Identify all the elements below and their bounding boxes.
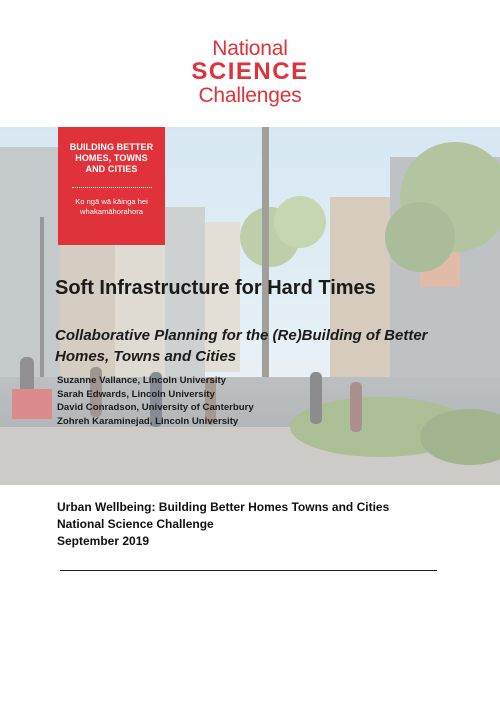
author-line: Suzanne Vallance, Lincoln University <box>57 375 227 386</box>
national-science-challenges-logo <box>0 38 500 106</box>
badge-title: BUILDING BETTER HOMES, TOWNS AND CITIES <box>69 142 154 174</box>
author-line: David Conradson, University of Canterbury <box>57 402 254 413</box>
report-subtitle: Collaborative Planning for the (Re)Building of Better Homes, Towns and Cities <box>55 327 428 365</box>
author-line: Sarah Edwards, Lincoln University <box>57 388 215 400</box>
report-title: Soft Infrastructure for Hard Times <box>55 277 376 299</box>
author-list <box>57 374 254 428</box>
publication-info <box>57 499 389 550</box>
publication-program: National Science Challenge <box>57 517 214 531</box>
badge-dotted-divider <box>72 187 152 188</box>
logo-line-challenges: Challenges <box>198 84 302 107</box>
publication-date: September 2019 <box>57 534 150 548</box>
publication-series: Urban Wellbeing: Building Better Homes Towns and Cities <box>57 500 390 514</box>
building-better-homes-badge <box>58 127 165 245</box>
logo-line-national: National <box>212 37 288 60</box>
horizontal-rule <box>60 570 437 571</box>
cover-photo-street-scene <box>0 127 500 485</box>
author-line: Zohreh Karaminejad, Lincoln University <box>57 415 239 427</box>
logo-line-science: SCIENCE <box>191 58 309 85</box>
badge-maori-subtitle: Ko ngā wā kāinga hei whakamāhorahora <box>75 197 148 216</box>
